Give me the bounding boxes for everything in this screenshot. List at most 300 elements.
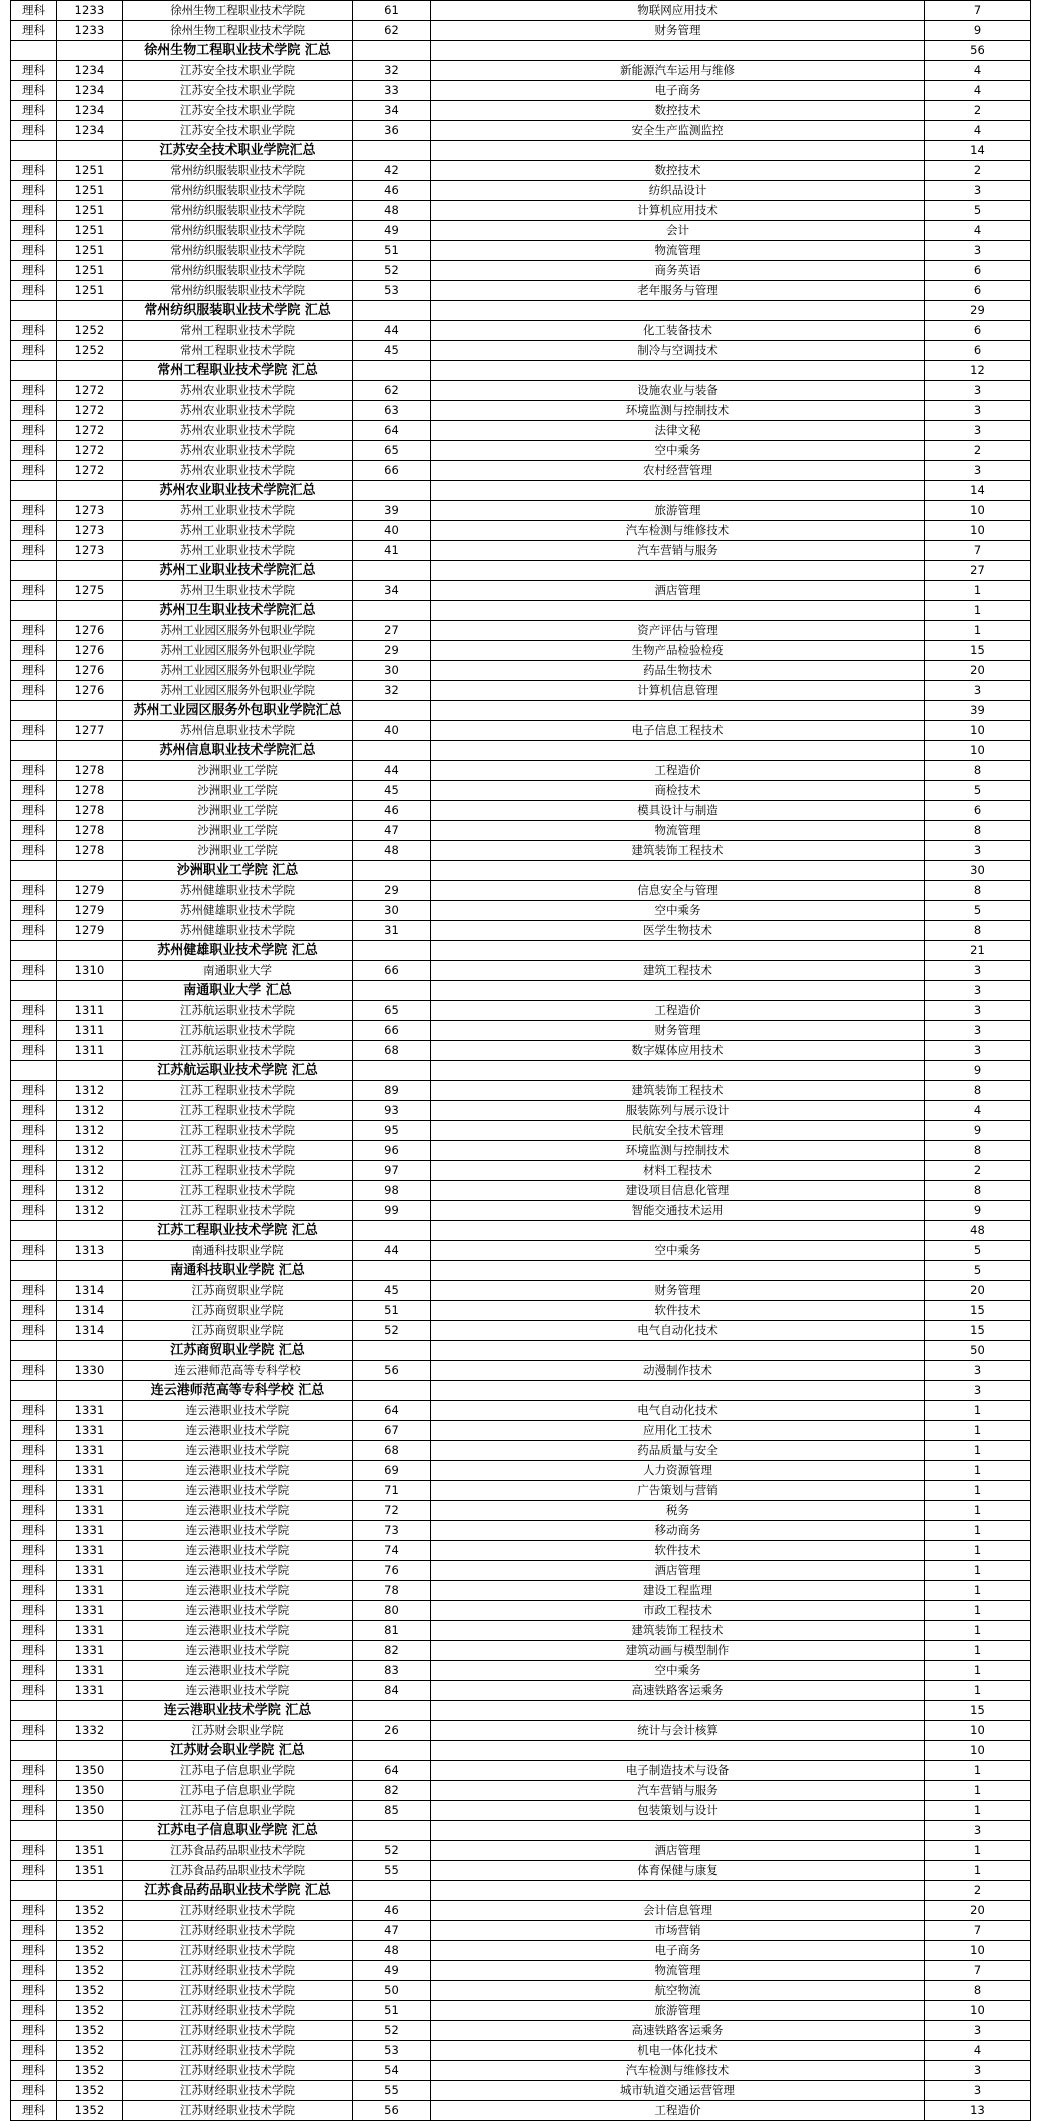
code-cell (57, 1741, 123, 1761)
subject-cell: 理科 (11, 201, 57, 221)
table-row (11, 1541, 1031, 1561)
subtotal-row (11, 361, 1031, 381)
major-number-cell: 52 (353, 261, 431, 281)
major-number-cell: 66 (353, 461, 431, 481)
major-name-cell: 制冷与空调技术 (431, 341, 925, 361)
school-code-cell: 1279 (57, 901, 123, 921)
school-name-cell: 常州工程职业技术学院 (123, 341, 353, 361)
subtotal-count: 1 (925, 601, 1031, 621)
major-number-cell: 45 (353, 341, 431, 361)
subject-cell: 理科 (11, 1541, 57, 1561)
school-name-cell: 江苏财经职业技术学院 (123, 2081, 353, 2101)
table-row (11, 1861, 1031, 1881)
table-row (11, 81, 1031, 101)
plan-count-cell: 5 (925, 1241, 1031, 1261)
major-name-cell: 汽车营销与服务 (431, 541, 925, 561)
major-number-cell: 42 (353, 161, 431, 181)
major-number-cell: 84 (353, 1681, 431, 1701)
subject-cell (11, 701, 57, 721)
subject-cell: 理科 (11, 821, 57, 841)
subject-cell: 理科 (11, 381, 57, 401)
major-name-cell (431, 361, 925, 381)
subject-cell: 理科 (11, 721, 57, 741)
table-row (11, 1001, 1031, 1021)
subject-cell: 理科 (11, 501, 57, 521)
table-row (11, 221, 1031, 241)
school-code-cell: 1352 (57, 2081, 123, 2101)
plan-count-cell: 8 (925, 921, 1031, 941)
major-number-cell: 30 (353, 901, 431, 921)
school-code-cell: 1350 (57, 1781, 123, 1801)
table-row (11, 921, 1031, 941)
major-name-cell: 工程造价 (431, 1001, 925, 1021)
school-name-cell: 江苏财经职业技术学院 (123, 2041, 353, 2061)
major-name-cell: 机电一体化技术 (431, 2041, 925, 2061)
major-number-cell: 33 (353, 81, 431, 101)
subtotal-row (11, 741, 1031, 761)
school-name-cell: 苏州农业职业技术学院 (123, 381, 353, 401)
enrollment-plan-table (10, 0, 1031, 2121)
code-cell (57, 1221, 123, 1241)
subtotal-count: 14 (925, 481, 1031, 501)
subject-cell: 理科 (11, 261, 57, 281)
subtotal-count: 3 (925, 1821, 1031, 1841)
school-name-cell: 连云港职业技术学院 (123, 1561, 353, 1581)
major-number-cell: 61 (353, 1, 431, 21)
subject-cell: 理科 (11, 2101, 57, 2121)
subject-cell: 理科 (11, 881, 57, 901)
subtotal-row (11, 601, 1031, 621)
school-code-cell: 1314 (57, 1281, 123, 1301)
major-number-cell: 98 (353, 1181, 431, 1201)
plan-count-cell: 4 (925, 121, 1031, 141)
school-name-cell: 常州纺织服装职业技术学院 (123, 221, 353, 241)
school-code-cell: 1331 (57, 1501, 123, 1521)
major-number-cell: 39 (353, 501, 431, 521)
major-name-cell: 空中乘务 (431, 441, 925, 461)
table-row (11, 1661, 1031, 1681)
plan-count-cell: 9 (925, 1121, 1031, 1141)
subject-cell: 理科 (11, 1041, 57, 1061)
school-code-cell: 1312 (57, 1201, 123, 1221)
major-name-cell: 会计信息管理 (431, 1901, 925, 1921)
plan-count-cell: 8 (925, 1081, 1031, 1101)
subject-cell: 理科 (11, 1921, 57, 1941)
school-name-cell: 江苏工程职业技术学院 (123, 1081, 353, 1101)
major-name-cell: 服装陈列与展示设计 (431, 1101, 925, 1121)
school-name-cell: 连云港职业技术学院 (123, 1581, 353, 1601)
school-name-cell: 江苏航运职业技术学院 (123, 1041, 353, 1061)
school-code-cell: 1278 (57, 781, 123, 801)
school-code-cell: 1279 (57, 881, 123, 901)
plan-count-cell: 3 (925, 241, 1031, 261)
subtotal-row (11, 41, 1031, 61)
plan-count-cell: 8 (925, 821, 1031, 841)
subject-cell: 理科 (11, 921, 57, 941)
major-name-cell: 药品生物技术 (431, 661, 925, 681)
subtotal-row (11, 1261, 1031, 1281)
subject-cell: 理科 (11, 121, 57, 141)
major-number-cell: 68 (353, 1441, 431, 1461)
table-row (11, 201, 1031, 221)
subject-cell: 理科 (11, 461, 57, 481)
major-number-cell: 50 (353, 1981, 431, 2001)
plan-count-cell: 15 (925, 641, 1031, 661)
plan-count-cell: 1 (925, 1581, 1031, 1601)
school-name-cell: 连云港职业技术学院 (123, 1681, 353, 1701)
subject-cell (11, 981, 57, 1001)
major-no-cell (353, 741, 431, 761)
subtotal-row (11, 1741, 1031, 1761)
school-code-cell: 1234 (57, 101, 123, 121)
major-name-cell: 体育保健与康复 (431, 1861, 925, 1881)
school-code-cell: 1233 (57, 1, 123, 21)
major-name-cell: 工程造价 (431, 2101, 925, 2121)
table-row (11, 1561, 1031, 1581)
subject-cell: 理科 (11, 1721, 57, 1741)
school-name-cell: 江苏工程职业技术学院 (123, 1141, 353, 1161)
major-name-cell: 物联网应用技术 (431, 1, 925, 21)
major-name-cell: 物流管理 (431, 1961, 925, 1981)
major-number-cell: 48 (353, 841, 431, 861)
major-name-cell (431, 561, 925, 581)
plan-count-cell: 3 (925, 381, 1031, 401)
major-name-cell: 数控技术 (431, 101, 925, 121)
major-number-cell: 51 (353, 1301, 431, 1321)
school-code-cell: 1350 (57, 1801, 123, 1821)
major-name-cell (431, 1381, 925, 1401)
table-row (11, 2081, 1031, 2101)
major-name-cell: 税务 (431, 1501, 925, 1521)
subtotal-label: 江苏航运职业技术学院 汇总 (123, 1061, 353, 1081)
school-code-cell: 1352 (57, 1961, 123, 1981)
major-number-cell: 56 (353, 1361, 431, 1381)
school-code-cell: 1351 (57, 1861, 123, 1881)
major-number-cell: 99 (353, 1201, 431, 1221)
major-name-cell: 医学生物技术 (431, 921, 925, 941)
major-number-cell: 55 (353, 2081, 431, 2101)
school-name-cell: 江苏财经职业技术学院 (123, 2001, 353, 2021)
subject-cell (11, 741, 57, 761)
major-no-cell (353, 941, 431, 961)
plan-count-cell: 4 (925, 2041, 1031, 2061)
major-number-cell: 51 (353, 2001, 431, 2021)
table-row (11, 1941, 1031, 1961)
plan-count-cell: 3 (925, 2061, 1031, 2081)
major-name-cell (431, 1821, 925, 1841)
major-name-cell (431, 1221, 925, 1241)
major-number-cell: 62 (353, 381, 431, 401)
major-number-cell: 80 (353, 1601, 431, 1621)
school-name-cell: 常州工程职业技术学院 (123, 321, 353, 341)
subtotal-count: 27 (925, 561, 1031, 581)
major-number-cell: 65 (353, 1001, 431, 1021)
major-name-cell: 建筑装饰工程技术 (431, 841, 925, 861)
subtotal-count: 14 (925, 141, 1031, 161)
major-number-cell: 52 (353, 1321, 431, 1341)
table-row (11, 661, 1031, 681)
table-row (11, 1581, 1031, 1601)
subject-cell: 理科 (11, 161, 57, 181)
school-code-cell: 1277 (57, 721, 123, 741)
major-name-cell: 统计与会计核算 (431, 1721, 925, 1741)
table-row (11, 1201, 1031, 1221)
major-name-cell (431, 1701, 925, 1721)
major-number-cell: 64 (353, 1761, 431, 1781)
plan-count-cell: 3 (925, 421, 1031, 441)
plan-count-cell: 1 (925, 1801, 1031, 1821)
major-name-cell (431, 301, 925, 321)
table-row (11, 901, 1031, 921)
school-code-cell: 1352 (57, 1981, 123, 2001)
code-cell (57, 361, 123, 381)
table-row (11, 721, 1031, 741)
subject-cell: 理科 (11, 81, 57, 101)
plan-count-cell: 5 (925, 901, 1031, 921)
major-name-cell: 旅游管理 (431, 501, 925, 521)
major-name-cell: 信息安全与管理 (431, 881, 925, 901)
school-name-cell: 江苏安全技术职业学院 (123, 101, 353, 121)
plan-count-cell: 3 (925, 2081, 1031, 2101)
school-name-cell: 连云港职业技术学院 (123, 1621, 353, 1641)
school-name-cell: 沙洲职业工学院 (123, 781, 353, 801)
major-name-cell: 物流管理 (431, 241, 925, 261)
school-code-cell: 1312 (57, 1121, 123, 1141)
subject-cell: 理科 (11, 1241, 57, 1261)
plan-count-cell: 1 (925, 1861, 1031, 1881)
subject-cell: 理科 (11, 1781, 57, 1801)
subject-cell: 理科 (11, 1201, 57, 1221)
subject-cell: 理科 (11, 1661, 57, 1681)
major-name-cell (431, 981, 925, 1001)
plan-count-cell: 1 (925, 1501, 1031, 1521)
code-cell (57, 1341, 123, 1361)
table-row (11, 1121, 1031, 1141)
school-code-cell: 1251 (57, 161, 123, 181)
subtotal-label: 江苏工程职业技术学院 汇总 (123, 1221, 353, 1241)
plan-count-cell: 1 (925, 1781, 1031, 1801)
major-number-cell: 78 (353, 1581, 431, 1601)
subject-cell: 理科 (11, 61, 57, 81)
school-name-cell: 江苏商贸职业学院 (123, 1301, 353, 1321)
table-row (11, 2061, 1031, 2081)
subject-cell: 理科 (11, 1021, 57, 1041)
subtotal-count: 5 (925, 1261, 1031, 1281)
subject-cell (11, 1061, 57, 1081)
table-row (11, 421, 1031, 441)
subtotal-label: 江苏商贸职业学院 汇总 (123, 1341, 353, 1361)
major-name-cell (431, 941, 925, 961)
school-name-cell: 江苏财经职业技术学院 (123, 1961, 353, 1981)
table-row (11, 1621, 1031, 1641)
major-name-cell: 生物产品检验检疫 (431, 641, 925, 661)
table-row (11, 121, 1031, 141)
major-number-cell: 82 (353, 1641, 431, 1661)
plan-count-cell: 15 (925, 1301, 1031, 1321)
subject-cell (11, 601, 57, 621)
school-name-cell: 徐州生物工程职业技术学院 (123, 1, 353, 21)
school-code-cell: 1251 (57, 201, 123, 221)
subject-cell: 理科 (11, 1001, 57, 1021)
code-cell (57, 41, 123, 61)
school-code-cell: 1312 (57, 1181, 123, 1201)
plan-count-cell: 8 (925, 1141, 1031, 1161)
major-name-cell: 智能交通技术运用 (431, 1201, 925, 1221)
school-code-cell: 1251 (57, 281, 123, 301)
major-number-cell: 83 (353, 1661, 431, 1681)
plan-count-cell: 15 (925, 1321, 1031, 1341)
subject-cell: 理科 (11, 1521, 57, 1541)
school-name-cell: 江苏电子信息职业学院 (123, 1781, 353, 1801)
plan-count-cell: 7 (925, 541, 1031, 561)
major-no-cell (353, 141, 431, 161)
subtotal-row (11, 481, 1031, 501)
school-name-cell: 江苏财经职业技术学院 (123, 2061, 353, 2081)
subject-cell: 理科 (11, 321, 57, 341)
table-row (11, 1641, 1031, 1661)
school-name-cell: 苏州健雄职业技术学院 (123, 921, 353, 941)
major-name-cell (431, 1261, 925, 1281)
subtotal-label: 南通科技职业学院 汇总 (123, 1261, 353, 1281)
major-name-cell: 物流管理 (431, 821, 925, 841)
major-number-cell: 53 (353, 2041, 431, 2061)
subject-cell: 理科 (11, 1121, 57, 1141)
major-no-cell (353, 701, 431, 721)
code-cell (57, 981, 123, 1001)
major-name-cell: 市场营销 (431, 1921, 925, 1941)
major-name-cell (431, 141, 925, 161)
table-row (11, 2041, 1031, 2061)
subtotal-label: 常州纺织服装职业技术学院 汇总 (123, 301, 353, 321)
major-name-cell: 软件技术 (431, 1541, 925, 1561)
school-code-cell: 1352 (57, 1901, 123, 1921)
major-name-cell: 环境监测与控制技术 (431, 401, 925, 421)
school-code-cell: 1314 (57, 1321, 123, 1341)
plan-count-cell: 6 (925, 281, 1031, 301)
school-code-cell: 1331 (57, 1621, 123, 1641)
plan-count-cell: 10 (925, 1721, 1031, 1741)
major-name-cell: 药品质量与安全 (431, 1441, 925, 1461)
school-code-cell: 1331 (57, 1401, 123, 1421)
subtotal-row (11, 1381, 1031, 1401)
major-name-cell: 数字媒体应用技术 (431, 1041, 925, 1061)
major-name-cell (431, 1741, 925, 1761)
major-name-cell: 酒店管理 (431, 1561, 925, 1581)
school-code-cell: 1311 (57, 1001, 123, 1021)
subtotal-row (11, 301, 1031, 321)
school-name-cell: 苏州工业园区服务外包职业学院 (123, 621, 353, 641)
subtotal-label: 江苏财会职业学院 汇总 (123, 1741, 353, 1761)
subtotal-label: 沙洲职业工学院 汇总 (123, 861, 353, 881)
school-name-cell: 南通科技职业学院 (123, 1241, 353, 1261)
school-code-cell: 1276 (57, 681, 123, 701)
major-number-cell: 49 (353, 221, 431, 241)
table-row (11, 501, 1031, 521)
table-row (11, 541, 1031, 561)
major-number-cell: 30 (353, 661, 431, 681)
school-name-cell: 常州纺织服装职业技术学院 (123, 161, 353, 181)
plan-count-cell: 3 (925, 961, 1031, 981)
school-name-cell: 常州纺织服装职业技术学院 (123, 181, 353, 201)
plan-count-cell: 2 (925, 161, 1031, 181)
code-cell (57, 481, 123, 501)
major-number-cell: 41 (353, 541, 431, 561)
subtotal-row (11, 141, 1031, 161)
school-name-cell: 连云港职业技术学院 (123, 1421, 353, 1441)
subject-cell: 理科 (11, 421, 57, 441)
subject-cell: 理科 (11, 781, 57, 801)
school-code-cell: 1310 (57, 961, 123, 981)
subject-cell: 理科 (11, 1281, 57, 1301)
subtotal-count: 21 (925, 941, 1031, 961)
plan-count-cell: 4 (925, 81, 1031, 101)
school-name-cell: 连云港职业技术学院 (123, 1501, 353, 1521)
school-code-cell: 1331 (57, 1661, 123, 1681)
table-row (11, 341, 1031, 361)
major-name-cell: 财务管理 (431, 21, 925, 41)
table-row (11, 621, 1031, 641)
school-name-cell: 江苏财经职业技术学院 (123, 1941, 353, 1961)
table-row (11, 2101, 1031, 2121)
subject-cell (11, 861, 57, 881)
school-name-cell: 苏州工业职业技术学院 (123, 521, 353, 541)
major-no-cell (353, 1261, 431, 1281)
major-name-cell: 电子商务 (431, 81, 925, 101)
subject-cell: 理科 (11, 1161, 57, 1181)
school-name-cell: 江苏安全技术职业学院 (123, 121, 353, 141)
plan-count-cell: 4 (925, 1101, 1031, 1121)
school-name-cell: 苏州工业园区服务外包职业学院 (123, 661, 353, 681)
major-name-cell: 酒店管理 (431, 1841, 925, 1861)
school-name-cell: 苏州工业职业技术学院 (123, 541, 353, 561)
table-row (11, 241, 1031, 261)
major-no-cell (353, 1341, 431, 1361)
subject-cell: 理科 (11, 2021, 57, 2041)
school-code-cell: 1311 (57, 1021, 123, 1041)
school-code-cell: 1234 (57, 61, 123, 81)
school-code-cell: 1352 (57, 2001, 123, 2021)
subtotal-label: 苏州农业职业技术学院汇总 (123, 481, 353, 501)
plan-count-cell: 2 (925, 441, 1031, 461)
subject-cell: 理科 (11, 1581, 57, 1601)
plan-count-cell: 1 (925, 1761, 1031, 1781)
subtotal-label: 徐州生物工程职业技术学院 汇总 (123, 41, 353, 61)
table-row (11, 101, 1031, 121)
subtotal-count: 12 (925, 361, 1031, 381)
school-name-cell: 江苏财经职业技术学院 (123, 1921, 353, 1941)
major-name-cell: 建筑动画与模型制作 (431, 1641, 925, 1661)
plan-count-cell: 1 (925, 1641, 1031, 1661)
subject-cell: 理科 (11, 1181, 57, 1201)
code-cell (57, 941, 123, 961)
subject-cell: 理科 (11, 801, 57, 821)
subject-cell: 理科 (11, 521, 57, 541)
school-name-cell: 苏州信息职业技术学院 (123, 721, 353, 741)
subtotal-count: 29 (925, 301, 1031, 321)
plan-count-cell: 3 (925, 1041, 1031, 1061)
school-name-cell: 连云港职业技术学院 (123, 1521, 353, 1541)
subject-cell: 理科 (11, 681, 57, 701)
school-code-cell: 1276 (57, 661, 123, 681)
subject-cell: 理科 (11, 1941, 57, 1961)
subject-cell (11, 41, 57, 61)
code-cell (57, 1061, 123, 1081)
school-code-cell: 1352 (57, 2061, 123, 2081)
plan-count-cell: 13 (925, 2101, 1031, 2121)
subject-cell: 理科 (11, 341, 57, 361)
school-code-cell: 1331 (57, 1581, 123, 1601)
major-number-cell: 71 (353, 1481, 431, 1501)
